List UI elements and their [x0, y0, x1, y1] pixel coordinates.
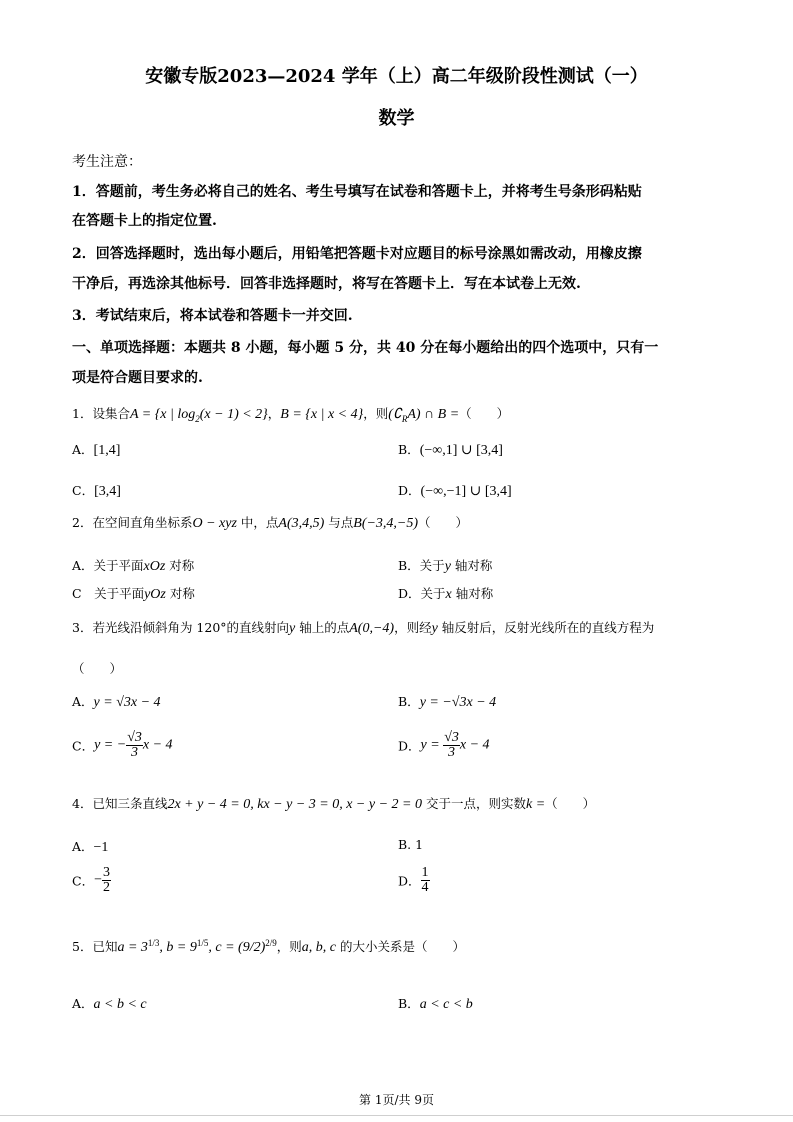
q2-option-d-tail: 轴对称	[451, 586, 494, 601]
q5-variables: a, b, c	[301, 940, 337, 955]
question-4-stem	[72, 794, 595, 813]
q2-point-a: A(3,4,5)	[278, 516, 325, 531]
q4-option-c-label: C．	[72, 873, 95, 889]
q1-option-a	[72, 440, 120, 459]
q2-option-d-math: x	[445, 587, 452, 602]
q3-option-a	[72, 692, 161, 711]
q3-option-c-prefix: y = −	[94, 737, 127, 753]
q1-log-base: 2	[195, 413, 200, 424]
section-heading-line-2: 项是符合题目要求的.	[72, 370, 203, 386]
q2-option-c-tail: 对称	[165, 586, 195, 601]
q5-option-b	[398, 994, 473, 1013]
q3-option-a-label: A．	[72, 694, 94, 709]
q2-stem-mid2: 与点	[324, 515, 354, 530]
q1-set-a-part1: A = {x | log	[129, 407, 196, 422]
q5-b-exponent: 1/5	[196, 937, 209, 948]
q2-stem-mid: 中，点	[236, 515, 279, 530]
q3-option-d-numerator: √3	[444, 730, 459, 745]
q5-option-a	[72, 994, 147, 1013]
q1-expression-part2: A) ∩ B =	[407, 407, 460, 422]
q2-point-b: B(−3,4,−5)	[353, 516, 419, 531]
q2-option-b-text: B．关于	[398, 558, 445, 573]
q3-stem-prefix: 3．若光线沿倾斜角为 120°的直线射向	[72, 620, 290, 635]
q5-stem-mid: ，则	[276, 939, 302, 954]
q1-answer-paren: （ ）	[459, 406, 510, 421]
q3-option-a-value: y = √3x − 4	[93, 695, 161, 710]
q3-option-d-suffix: x − 4	[459, 737, 490, 753]
q4-stem-mid: 交于一点，则实数	[422, 796, 526, 811]
q4-option-c	[72, 866, 111, 895]
q3-stem-end: 轴反射后，反射光线所在的直线方程为	[437, 620, 655, 635]
q1-option-a-value: [1,4]	[93, 443, 121, 458]
q4-option-c-sign: −	[94, 872, 102, 888]
q4-k-expression: k =	[525, 797, 546, 812]
q5-a-exponent: 1/3	[147, 937, 160, 948]
q3-option-c-numerator: √3	[127, 730, 142, 745]
question-2-stem	[72, 513, 468, 532]
q4-answer-paren: （ ）	[545, 796, 596, 811]
q3-option-c-suffix: x − 4	[142, 737, 173, 753]
q4-option-a-label: A．	[72, 839, 94, 854]
q3-option-b	[398, 692, 496, 711]
q4-option-a	[72, 837, 108, 856]
q3-option-d-fraction	[443, 731, 460, 760]
q2-answer-paren: （ ）	[418, 515, 469, 530]
q1-option-c	[72, 481, 121, 500]
q3-option-b-label: B．	[398, 694, 420, 709]
q1-option-d	[398, 481, 512, 500]
q2-stem-prefix: 2．在空间直角坐标系	[72, 515, 193, 530]
q4-lines-equations: 2x + y − 4 = 0, kx − y − 3 = 0, x − y − 2 = 0	[167, 797, 422, 812]
q1-set-a-part2: (x − 1) < 2}	[199, 407, 268, 422]
q1-expression-part1: (∁	[388, 407, 402, 422]
page-title: 安徽专版2023—2024 学年（上）高二年级阶段性测试（一）	[145, 66, 648, 87]
note-2-line-2: 干净后，再选涂其他标号．回答非选择题时，将写在答题卡上．写在本试卷上无效.	[72, 276, 581, 292]
page-footer: 第 1页/共 9页	[359, 1093, 434, 1107]
q2-option-a-math: xOz	[143, 559, 166, 574]
q2-option-c-math: yOz	[144, 587, 166, 602]
q4-option-c-numerator: 3	[102, 865, 110, 880]
q4-option-b: B. 1	[398, 837, 424, 852]
q4-option-d-label: D．	[398, 873, 421, 889]
q5-option-a-value: a < b < c	[93, 997, 147, 1012]
q1-complement-sub: R	[401, 413, 408, 424]
question-3-stem	[72, 618, 654, 637]
q1-separator: ，	[267, 406, 281, 421]
q5-c-definition: , c = (9/2)	[208, 940, 266, 955]
q2-option-b-tail: 轴对称	[450, 558, 493, 573]
footer-divider	[0, 1115, 793, 1116]
note-3: 3．考试结束后，将本试卷和答题卡一并交回.	[72, 308, 353, 324]
q3-option-c-denominator: 3	[131, 745, 139, 760]
q1-option-d-label: D．	[398, 483, 421, 498]
section-heading-line-1: 一、单项选择题：本题共 8 小题，每小题 5 分，共 40 分在每小题给出的四个选项中，只有一	[72, 340, 659, 356]
q4-option-c-denominator: 2	[102, 880, 110, 895]
q3-option-c	[72, 731, 173, 760]
q1-option-b-value: (−∞,1] ∪ [3,4]	[419, 443, 503, 458]
q3-option-d	[398, 731, 490, 760]
page-subtitle: 数学	[378, 108, 415, 129]
q2-option-c	[72, 584, 195, 603]
q4-stem-prefix: 4．已知三条直线	[72, 796, 168, 811]
q4-option-d-numerator: 1	[421, 865, 429, 880]
question-5-stem	[72, 937, 465, 956]
q1-option-d-value: (−∞,−1] ∪ [3,4]	[420, 484, 512, 499]
q1-option-c-value: [3,4]	[94, 484, 121, 499]
q1-set-b: B = {x | x < 4}	[280, 407, 364, 422]
q5-option-b-label: B．	[398, 996, 420, 1011]
q1-stem-prefix: 1．设集合	[72, 406, 130, 421]
q1-set-a	[130, 407, 268, 422]
q3-option-d-denominator: 3	[448, 745, 456, 760]
q5-option-a-label: A．	[72, 996, 94, 1011]
q3-axis-y: y	[289, 621, 296, 636]
q2-option-b-math: y	[444, 559, 451, 574]
notes-heading: 考生注意：	[72, 154, 142, 170]
q2-option-a-text: A．关于平面	[72, 558, 144, 573]
q2-option-c-text: C 关于平面	[72, 586, 145, 601]
q1-option-a-label: A．	[72, 442, 94, 457]
q2-option-d-text: D．关于	[398, 586, 446, 601]
q2-option-a-tail: 对称	[165, 558, 195, 573]
q1-stem-mid: ，则	[363, 406, 389, 421]
q5-stem-end: 的大小关系是（ ）	[336, 939, 465, 954]
note-1-line-1: 1．答题前，考生务必将自己的姓名、考生号填写在试卷和答题卡上，并将考生号条形码粘贴	[72, 184, 642, 200]
q4-option-a-value: −1	[93, 840, 109, 855]
q3-option-c-label: C．	[72, 738, 95, 754]
q1-expression	[388, 407, 459, 422]
q5-stem-prefix: 5．已知	[72, 939, 118, 954]
q2-option-a	[72, 556, 194, 575]
q2-option-d	[398, 584, 493, 603]
q3-answer-paren: （ ）	[72, 661, 123, 676]
q2-coordinate-system: O − xyz	[192, 516, 237, 531]
q3-option-d-prefix: y =	[420, 737, 444, 753]
q1-option-b	[398, 440, 503, 459]
note-1-line-2: 在答题卡上的指定位置.	[72, 213, 217, 229]
q3-stem-mid: 轴上的点	[295, 620, 350, 635]
q4-option-d-fraction	[421, 866, 430, 895]
q3-option-c-fraction	[126, 731, 143, 760]
question-1-stem	[72, 404, 509, 424]
q3-option-d-label: D．	[398, 738, 421, 754]
q5-a-definition: a = 3	[117, 940, 148, 955]
q2-option-b	[398, 556, 492, 575]
q5-b-definition: , b = 9	[159, 940, 197, 955]
q3-stem-mid2: ，则经	[394, 620, 432, 635]
q4-option-c-fraction	[102, 866, 111, 895]
note-2-line-1: 2．回答选择题时，选出每小题后，用铅笔把答题卡对应题目的标号涂黑如需改动，用橡皮擦	[72, 246, 642, 262]
q1-option-c-label: C．	[72, 483, 95, 498]
q5-option-b-value: a < c < b	[419, 997, 473, 1012]
q3-option-b-value: y = −√3x − 4	[419, 695, 497, 710]
q3-axis-y-2: y	[431, 621, 438, 636]
q5-c-exponent: 2/9	[265, 937, 277, 948]
q1-option-b-label: B．	[398, 442, 420, 457]
q3-point-a: A(0,−4)	[349, 621, 395, 636]
q4-option-d	[398, 866, 430, 895]
q4-option-d-denominator: 4	[421, 880, 429, 895]
